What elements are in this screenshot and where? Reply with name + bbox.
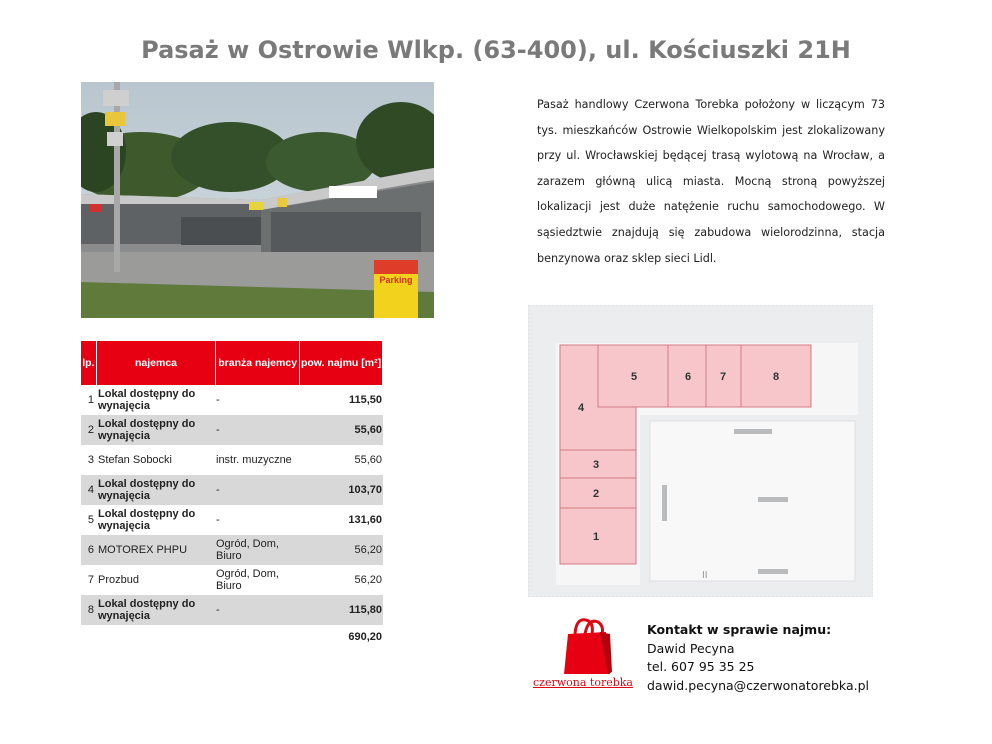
parking-sign-text: Parking (379, 275, 413, 285)
table-header (81, 341, 383, 385)
cell-lp: 2 (87, 424, 94, 436)
col-header-area: pow. najmu [m²] (300, 341, 383, 385)
contact-heading: Kontakt w sprawie najmu: (647, 622, 832, 637)
building-photo (81, 82, 434, 318)
cell-industry: - (216, 604, 220, 616)
table-row (81, 475, 383, 505)
col-header-lp: lp. (81, 341, 97, 385)
plan-label-6: 6 (684, 371, 692, 383)
cell-industry: instr. muzyczne (216, 454, 292, 466)
floor-plan (528, 305, 873, 602)
plan-label-8: 8 (772, 371, 780, 383)
cell-lp: 1 (87, 394, 94, 406)
cell-area: 56,20 (354, 574, 382, 586)
cell-tenant: MOTOREX PHPU (98, 544, 188, 556)
plan-label-3: 3 (592, 459, 600, 471)
table-row (81, 445, 383, 475)
cell-industry: - (216, 394, 220, 406)
contact-phone[interactable]: tel. 607 95 35 25 (647, 659, 755, 674)
col-header-tenant: najemca (97, 341, 216, 385)
logo-text: czerwona torebka (533, 676, 633, 689)
cell-industry: Ogród, Dom, Biuro (216, 538, 279, 562)
plan-label-7: 7 (719, 371, 727, 383)
cell-area: 55,60 (354, 454, 382, 466)
col-header-industry: branża najemcy (216, 341, 300, 385)
cell-area: 131,60 (348, 514, 382, 526)
plan-label-5: 5 (630, 371, 638, 383)
cell-total-area: 690,20 (348, 631, 382, 643)
cell-tenant: Lokal dostępny do wynajęcia (98, 508, 196, 532)
cell-tenant: Stefan Sobocki (98, 454, 172, 466)
contact-block (647, 621, 869, 695)
cell-area: 55,60 (354, 424, 382, 436)
cell-lp: 8 (87, 604, 94, 616)
cell-tenant: Prozbud (98, 574, 139, 586)
cell-area: 103,70 (348, 484, 382, 496)
plan-label-2: 2 (592, 488, 600, 500)
cell-tenant: Lokal dostępny do wynajęcia (98, 478, 196, 502)
table-total-row (81, 625, 383, 649)
cell-area: 115,50 (348, 394, 382, 406)
cell-tenant: Lokal dostępny do wynajęcia (98, 418, 196, 442)
plan-mark: II (702, 570, 708, 581)
description-text: Pasaż handlowy Czerwona Torebka położony w liczącym 73 tys. mieszkańców Ostrowie Wielkopolskim jest zlokalizowany przy ul. Wrocławskiej będącej trasą wylotową na Wrocław, a zarazem główną ulicą miasta. Mocną stroną powyższej lokalizacji jest duże natężenie ruchu samochodowego. W sąsiedztwie znajdują się zabudowa wielorodzinna, stacja benzynowa oraz sklep sieci Lidl. (537, 98, 885, 265)
cell-lp: 5 (87, 514, 94, 526)
cell-lp: 4 (87, 484, 94, 496)
table-row (81, 415, 383, 445)
table-row (81, 385, 383, 415)
contact-name: Dawid Pecyna (647, 640, 735, 656)
table-row (81, 595, 383, 625)
cell-industry: - (216, 424, 220, 436)
table-row (81, 565, 383, 595)
cell-area: 56,20 (354, 544, 382, 556)
table-row (81, 535, 383, 565)
cell-lp: 7 (87, 574, 94, 586)
cell-tenant: Lokal dostępny do wynajęcia (98, 598, 196, 622)
plan-label-1: 1 (592, 531, 600, 543)
cell-industry: - (216, 514, 220, 526)
cell-lp: 6 (87, 544, 94, 556)
page-title: Pasaż w Ostrowie Wlkp. (63-400), ul. Kościuszki 21H (141, 36, 851, 64)
plan-label-4: 4 (577, 402, 585, 414)
contact-email[interactable]: dawid.pecyna@czerwonatorebka.pl (647, 677, 869, 693)
cell-tenant: Lokal dostępny do wynajęcia (98, 388, 196, 412)
cell-lp: 3 (87, 454, 94, 466)
cell-area: 115,80 (348, 604, 382, 616)
tenant-table (81, 341, 383, 649)
cell-industry: - (216, 484, 220, 496)
table-row (81, 505, 383, 535)
cell-industry: Ogród, Dom, Biuro (216, 568, 279, 592)
